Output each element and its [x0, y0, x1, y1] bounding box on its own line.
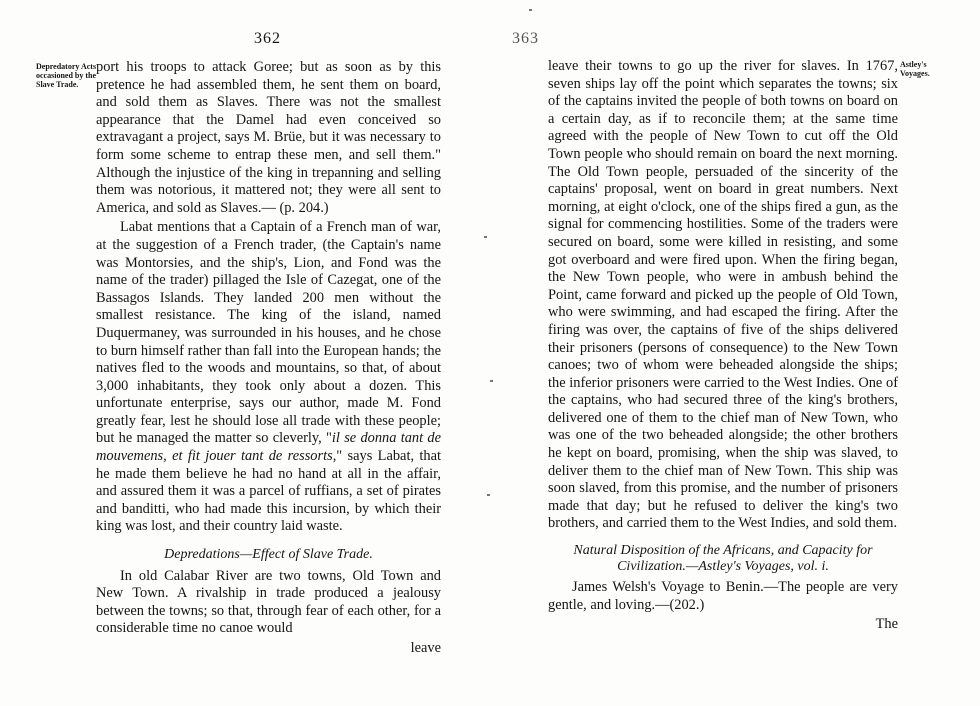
paragraph-text: " says Labat, that he made them believe he had no hand at all in the affair, and assured them it was a parcel of ruffians, a set of pirates and banditti, who had made this incursion, by which their king was lost, and their country laid waste.: [96, 448, 441, 535]
margin-note: Astley's Voyages.: [900, 60, 930, 78]
text-column: [96, 59, 441, 658]
text-column: [548, 58, 898, 634]
margin-note: Depredatory Acts occasioned by the Slave Trade.: [36, 62, 97, 89]
right-page: [490, 0, 980, 706]
section-heading: Natural Disposition of the Africans, and Capacity for Civilization.—Astley's Voyages, vol. i.: [573, 543, 873, 575]
paragraph-text: Labat mentions that a Captain of a French man of war, at the suggestion of a French trader, (the Captain's name was Montorsies, and the ship's, Lion, and Fond was the name of the trader) pillaged the Isle of Cazegat, one of the Bassagos Islands. They landed 200 men without the smallest resistance. The king of the island, named Duquermaney, was surrounded in his houses, and he chose to burn himself rather than fall into the European hands; the natives fled to the woods and mountains, so that, of about 3,000 inhabitants, they took only about a dozen. This unfortunate enterprise, says our author, made M. Fond greatly fear, lest he should lose all trade with these people; but he managed the matter so cleverly, ": [96, 219, 441, 447]
catchword: leave: [410, 640, 441, 656]
paragraph: James Welsh's Voyage to Benin.—The people are very gentle, and loving.—(202.): [548, 579, 898, 613]
paragraph: leave their towns to go up the river for slaves. In 1767, seven ships lay off the point which separates the towns; six of the captains invited the people of both towns on board on a certain day, as if to reconcile them; at the same time agreed with the people of New Town to cut off the Old Town people who should remain on board the next morning. The Old Town people, persuaded of the sincerity of the captains' proposal, went on board in great numbers. Next morning, at eight o'clock, one of the ships fired a gun, as the signal for commencing hostilities. Some of the traders were secured on board, some were killed in resisting, and some got overboard and were fired upon. When the firing began, the New Town people, who were in ambush behind the Point, came forward and picked up the people of Old Town, who were swimming, and had escaped the firing. After the firing was over, the captains of five of the ships delivered their prisoners (persons of consequence) to the New Town canoes; two of whom were beheaded alongside the ships; the inferior prisoners were carried to the West Indies. One of the captains, who had secured three of the king's brothers, delivered one of them to the chief man of New Town, who was one of the two beheaded alongside; the other brothers he kept on board, promising, when the ship was slaved, to deliver them to the chief man of New Town. This ship was soon slaved, from this promise, and the number of prisoners made that day; but he refused to deliver the king's two brothers, and carried them to the West Indies, and sold them.: [548, 58, 898, 532]
paragraph: port his troops to attack Goree; but as soon as by this pretence he had assembled them, he sent them on board, and sold them as Slaves. There was not the smallest appearance that the Damel had even conceived so extravagant a project, says M. Brüe, but it was necessary to form some scheme to entrap these men, and sell them." Although the injustice of the king in trepanning and selling them was notorious, it mattered not; they were all sent to America, and sold as Slaves.— (p. 204.): [96, 59, 441, 216]
scan-speck: [490, 380, 493, 382]
french-quote: il se donna tant de mouvemens, et fit jouer tant de ressorts,: [96, 430, 441, 465]
catchword: The: [875, 616, 898, 633]
scan-speck: [487, 494, 490, 496]
scan-speck: [529, 9, 532, 11]
paragraph: In old Calabar River are two towns, Old Town and New Town. A rivalship in trade produced a jealousy between the towns; so that, through fear of each other, for a considerable time no canoe would: [96, 567, 441, 637]
paragraph: [96, 219, 441, 536]
page-number: 362: [254, 30, 281, 47]
section-heading: Depredations—Effect of Slave Trade.: [164, 547, 373, 563]
page-number: 363: [512, 30, 539, 47]
scan-speck: [484, 236, 487, 238]
